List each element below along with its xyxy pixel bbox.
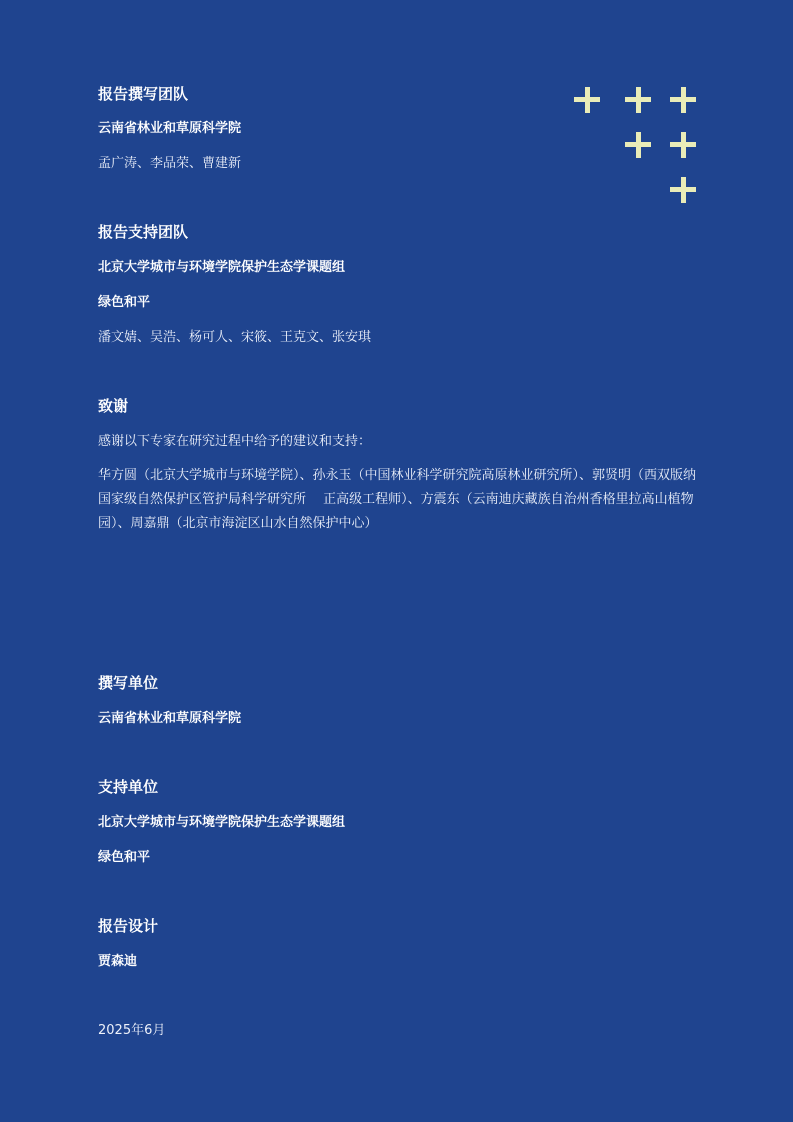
plus-icon [670,87,696,113]
designer-name: 贾森迪 [98,954,138,969]
thanks-heading: 致谢 [98,397,129,415]
support-team-org-2: 绿色和平 [98,295,151,310]
thanks-intro: 感谢以下专家在研究过程中给予的建议和支持： [98,434,372,449]
plus-icon [574,87,600,113]
team-org: 云南省林业和草原科学院 [98,121,242,136]
support-team-members: 潘文婧、吴浩、杨可人、宋筱、王克文、张安琪 [98,330,372,345]
writing-unit-org: 云南省林业和草原科学院 [98,711,242,726]
plus-icon [625,87,651,113]
support-team-heading: 报告支持团队 [98,223,189,241]
plus-icon [670,132,696,158]
page-content [98,0,698,1122]
plus-icon [625,132,651,158]
plus-icon [670,177,696,203]
thanks-experts: 华方圆（北京大学城市与环境学院）、孙永玉（中国林业科学研究院高原林业研究所）、郭贤明（西双版纳国家级自然保护区管护局科学研究所 正高级工程师）、方震东（云南迪庆藏族自治州香格里拉高山植物园）、周嘉鼎（北京市海淀区山水自然保护中心） [98,468,697,531]
team-heading: 报告撰写团队 [98,85,189,103]
design-heading: 报告设计 [98,917,159,935]
support-unit-org-2: 绿色和平 [98,850,151,865]
publication-date: 2025年6月 [98,1023,166,1038]
support-team-org-1: 北京大学城市与环境学院保护生态学课题组 [98,260,346,275]
writing-unit-heading: 撰写单位 [98,674,159,692]
support-unit-heading: 支持单位 [98,778,159,796]
support-unit-org-1: 北京大学城市与环境学院保护生态学课题组 [98,815,346,830]
team-members: 孟广涛、李品荣、曹建新 [98,156,242,171]
